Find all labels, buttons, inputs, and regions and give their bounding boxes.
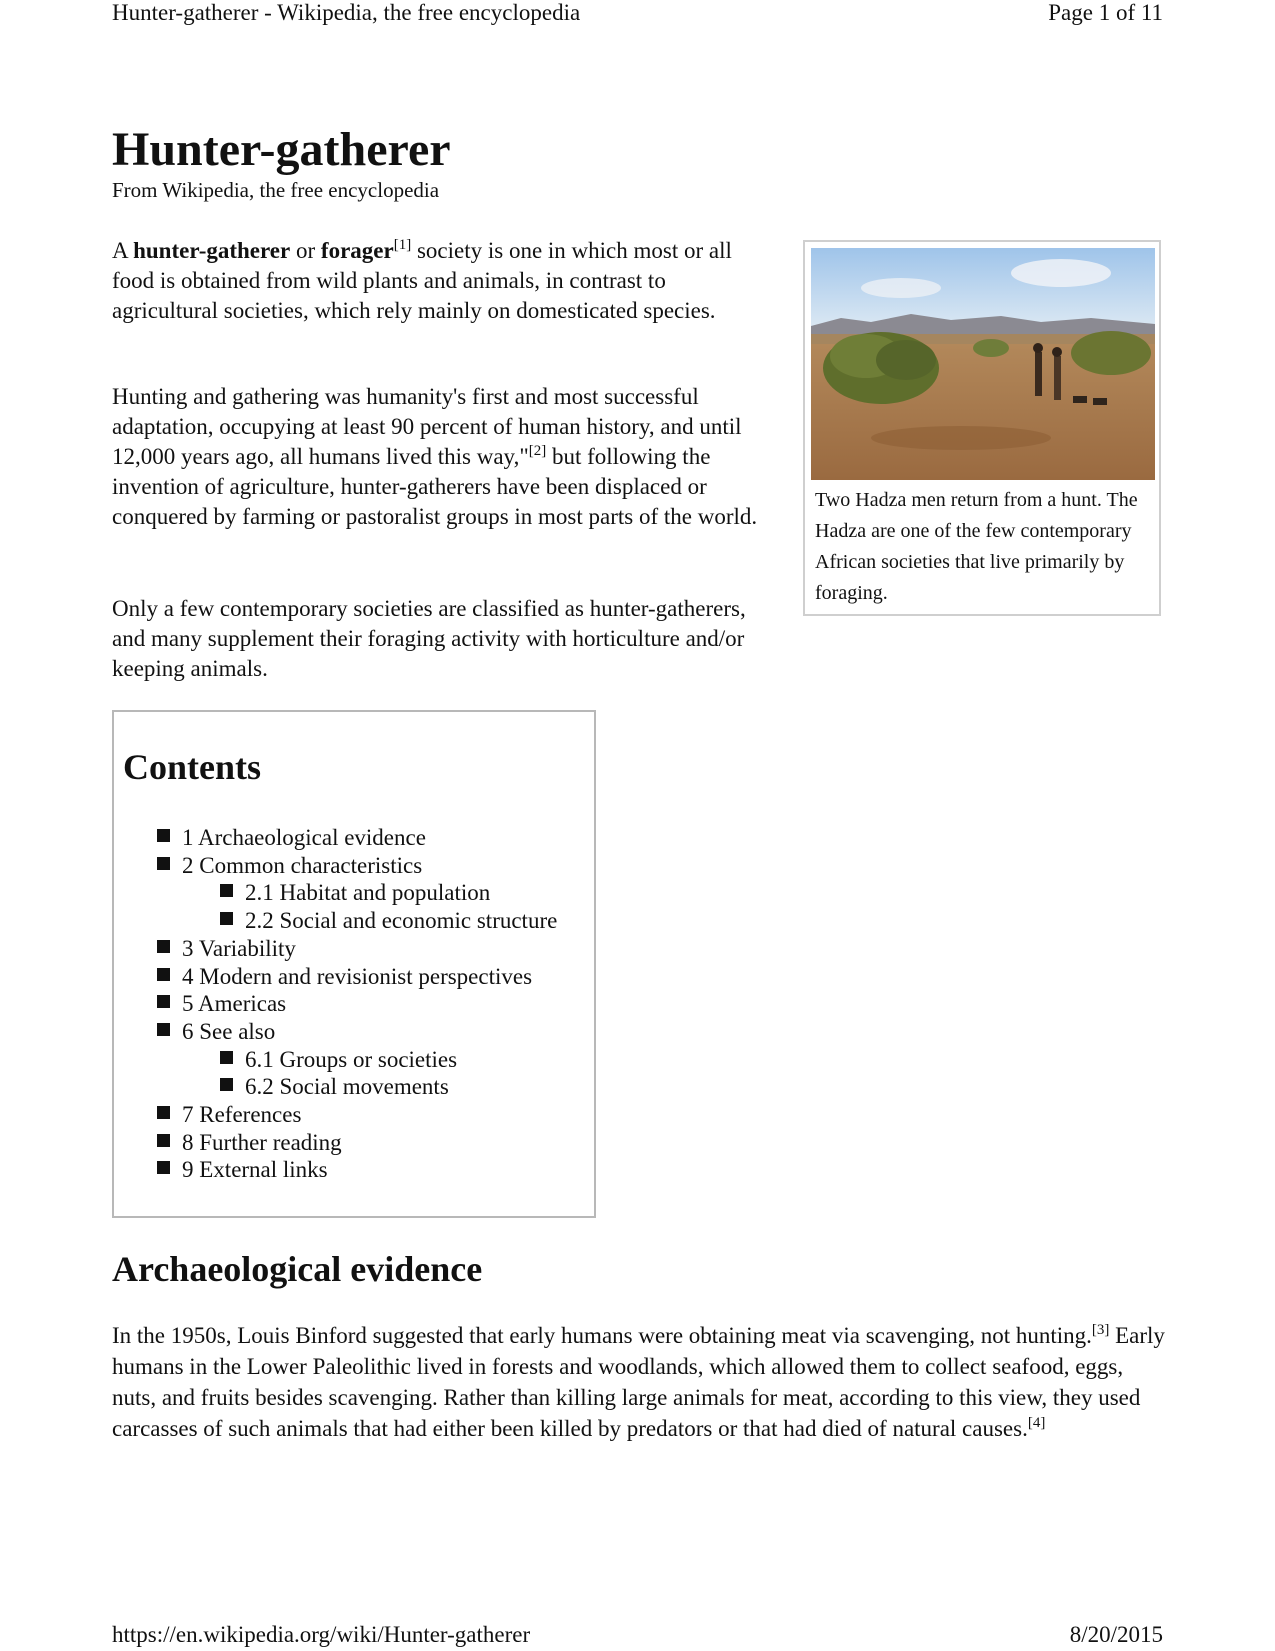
print-header-title: Hunter-gatherer - Wikipedia, the free encyclopedia — [112, 0, 581, 25]
toc-bullet-icon — [220, 1078, 233, 1091]
term-forager: forager — [320, 238, 394, 263]
toc-item-label[interactable]: 3 Variability — [182, 935, 296, 961]
toc-bullet-icon — [220, 1051, 233, 1064]
term-hunter-gatherer: hunter-gatherer — [133, 238, 291, 263]
thumbnail-box — [803, 240, 1161, 616]
hadza-hunters-photo[interactable] — [811, 248, 1155, 480]
toc-bullet-icon — [157, 1161, 170, 1174]
toc-bullet-icon — [157, 940, 170, 953]
toc-item-label[interactable]: 6.1 Groups or societies — [245, 1046, 458, 1072]
toc-list — [114, 824, 557, 1184]
toc-item[interactable] — [114, 935, 557, 963]
toc-item[interactable] — [114, 1073, 557, 1101]
toc-item[interactable] — [114, 1101, 557, 1129]
reference-link-3[interactable]: [3] — [1091, 1322, 1110, 1338]
toc-item[interactable] — [114, 1018, 557, 1046]
intro-paragraph-1: A hunter-gatherer or forager[1] society is one in which most or all food is obtained from wild plants and animals, in contrast to agricultural societies, which rely mainly on domesticated species. — [112, 237, 732, 323]
toc-item[interactable] — [114, 879, 557, 907]
print-header-page-number: Page 1 of 11 — [1048, 0, 1163, 25]
toc-item[interactable] — [114, 1129, 557, 1157]
toc-bullet-icon — [157, 1134, 170, 1147]
print-footer-date: 8/20/2015 — [1069, 1622, 1163, 1647]
print-footer-url: https://en.wikipedia.org/wiki/Hunter-gatherer — [112, 1622, 531, 1647]
intro-paragraph-2: Hunting and gathering was humanity's first and most successful adaptation, occupying at least 90 percent of human history, and until 12,000 years ago, all humans lived this way,"[2] but following the invention of agriculture, hunter-gatherers have been displaced or conquered by farming or pastoralist groups in most parts of the world. — [112, 384, 758, 529]
toc-item[interactable] — [114, 963, 557, 991]
toc-item-label[interactable]: 9 External links — [182, 1157, 328, 1183]
toc-item[interactable] — [114, 1156, 557, 1184]
toc-bullet-icon — [157, 1023, 170, 1036]
toc-item-label[interactable]: 6 See also — [182, 1018, 276, 1044]
toc-item[interactable] — [114, 990, 557, 1018]
page-tagline: From Wikipedia, the free encyclopedia — [112, 178, 440, 202]
toc-bullet-icon — [157, 857, 170, 870]
section-paragraph: In the 1950s, Louis Binford suggested that early humans were obtaining meat via scavenging, not hunting.[3] Early humans in the Lower Paleolithic lived in forests and woodlands, which allowed them to collect seafood, eggs, nuts, and fruits besides scavenging. Rather than killing large animals for meat, according to this view, they used carcasses of such animals that had either been killed by predators or that had died of natural causes.[4] — [112, 1322, 1165, 1441]
toc-item-label[interactable]: 5 Americas — [182, 991, 287, 1017]
toc-item-label[interactable]: 2.2 Social and economic structure — [245, 908, 558, 934]
toc-item-label[interactable]: 6.2 Social movements — [245, 1074, 449, 1100]
toc-item[interactable] — [114, 1046, 557, 1074]
page-title: Hunter-gatherer — [112, 123, 451, 176]
thumbnail-caption: Two Hadza men return from a hunt. The Hadza are one of the few contemporary African societies that live primarily by foraging. — [815, 489, 1138, 604]
toc-item-label[interactable]: 7 References — [182, 1102, 302, 1128]
toc-bullet-icon — [220, 884, 233, 897]
table-of-contents — [112, 710, 596, 1218]
reference-link-1[interactable]: [1] — [393, 237, 412, 253]
reference-link-2[interactable]: [2] — [528, 443, 547, 459]
toc-bullet-icon — [157, 1106, 170, 1119]
reference-link-4[interactable]: [4] — [1027, 1415, 1046, 1431]
toc-bullet-icon — [157, 995, 170, 1008]
toc-item-label[interactable]: 2 Common characteristics — [182, 852, 423, 878]
section-heading-archaeological-evidence: Archaeological evidence — [112, 1249, 483, 1289]
toc-item[interactable] — [114, 824, 557, 852]
toc-item-label[interactable]: 8 Further reading — [182, 1129, 342, 1155]
toc-bullet-icon — [220, 912, 233, 925]
toc-item[interactable] — [114, 907, 557, 935]
toc-item[interactable] — [114, 852, 557, 880]
toc-bullet-icon — [157, 968, 170, 981]
toc-bullet-icon — [157, 829, 170, 842]
toc-item-label[interactable]: 1 Archaeological evidence — [182, 825, 426, 850]
toc-title: Contents — [123, 747, 262, 787]
intro-paragraph-3: Only a few contemporary societies are classified as hunter-gatherers, and many supplement their foraging activity with horticulture and/or keeping animals. — [112, 596, 746, 681]
toc-item-label[interactable]: 2.1 Habitat and population — [245, 880, 491, 906]
toc-item-label[interactable]: 4 Modern and revisionist perspectives — [182, 963, 533, 989]
